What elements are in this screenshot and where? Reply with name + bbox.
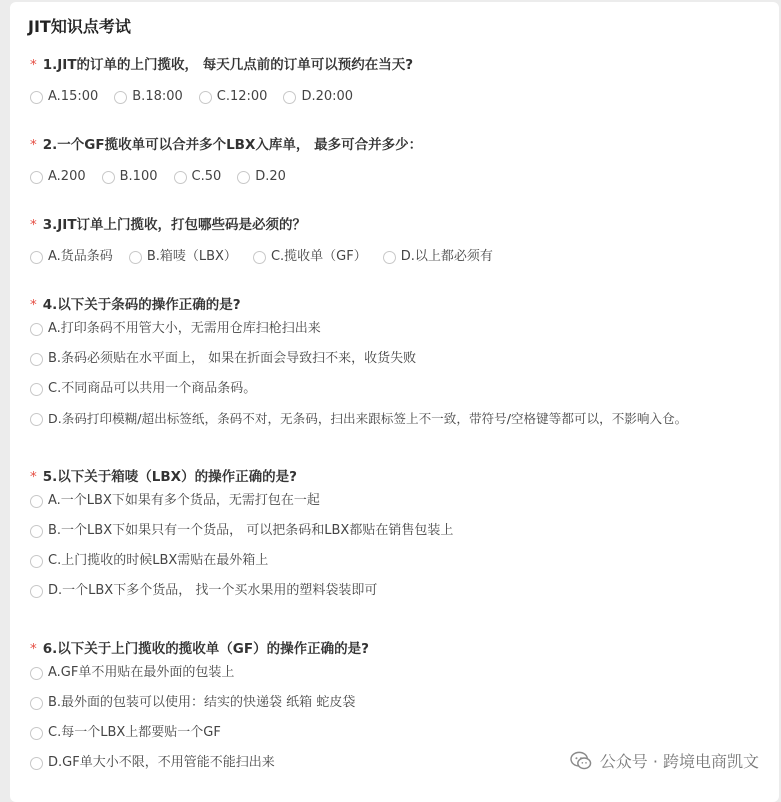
option-radio[interactable]: [30, 492, 771, 510]
question-1: [30, 56, 771, 106]
option-radio[interactable]: [114, 88, 183, 106]
option-radio[interactable]: [199, 88, 268, 106]
exam-card: [10, 2, 779, 802]
wechat-official-account-icon: [570, 751, 592, 771]
required-mark: *: [30, 57, 37, 73]
option-radio[interactable]: [30, 552, 771, 570]
option-label: D.以上都必须有: [401, 248, 493, 266]
radio-icon[interactable]: [30, 757, 43, 770]
option-label: D.20:00: [301, 88, 353, 106]
page-title: JIT知识点考试: [28, 14, 131, 37]
option-label: B.18:00: [132, 88, 183, 106]
option-radio[interactable]: [253, 248, 367, 266]
question-title: 6.以下关于上门揽收的揽收单（GF）的操作正确的是?: [43, 641, 369, 657]
radio-icon[interactable]: [30, 525, 43, 538]
radio-icon[interactable]: [30, 727, 43, 740]
radio-icon[interactable]: [174, 171, 187, 184]
option-radio[interactable]: [237, 168, 286, 186]
required-mark: *: [30, 217, 37, 233]
question-title: 2.一个GF揽收单可以合并多个LBX入库单， 最多可合并多少：: [43, 137, 422, 153]
required-mark: *: [30, 137, 37, 153]
option-radio[interactable]: [129, 248, 237, 266]
radio-icon[interactable]: [102, 171, 115, 184]
watermark: [570, 749, 759, 772]
required-mark: *: [30, 641, 37, 657]
option-radio[interactable]: [30, 168, 86, 186]
radio-icon[interactable]: [30, 91, 43, 104]
option-radio[interactable]: [30, 380, 771, 398]
radio-icon[interactable]: [114, 91, 127, 104]
option-radio[interactable]: [102, 168, 158, 186]
radio-icon[interactable]: [129, 251, 142, 264]
option-label: D.条码打印模糊/超出标签纸，条码不对，无条码，扫出来跟标签上不一致，带符号/空格键等都可以，不影响入仓。: [48, 410, 687, 428]
radio-icon[interactable]: [30, 585, 43, 598]
radio-icon[interactable]: [199, 91, 212, 104]
option-label: D.一个LBX下多个货品， 找一个买水果用的塑料袋装即可: [48, 582, 377, 600]
radio-icon[interactable]: [30, 555, 43, 568]
option-radio[interactable]: [283, 88, 353, 106]
question-5: [30, 468, 771, 600]
option-radio[interactable]: [30, 664, 771, 682]
option-label: B.箱唛（LBX）: [147, 248, 237, 266]
option-radio[interactable]: [30, 694, 771, 712]
option-radio[interactable]: [30, 350, 771, 368]
option-radio[interactable]: [30, 410, 771, 428]
option-label: D.GF单大小不限，不用管能不能扫出来: [48, 754, 275, 772]
radio-icon[interactable]: [30, 323, 43, 336]
option-label: C.揽收单（GF）: [271, 248, 367, 266]
radio-icon[interactable]: [30, 697, 43, 710]
option-radio[interactable]: [174, 168, 222, 186]
radio-icon[interactable]: [283, 91, 296, 104]
option-label: B.最外面的包装可以使用：结实的快递袋 纸箱 蛇皮袋: [48, 694, 355, 712]
radio-icon[interactable]: [30, 667, 43, 680]
watermark-text: 公众号 · 跨境电商凯文: [600, 749, 759, 772]
question-4: [30, 296, 771, 428]
option-radio[interactable]: [30, 88, 98, 106]
radio-icon[interactable]: [30, 353, 43, 366]
radio-icon[interactable]: [30, 413, 43, 426]
option-label: B.条码必须贴在水平面上， 如果在折面会导致扫不来，收货失败: [48, 350, 416, 368]
option-radio[interactable]: [30, 582, 771, 600]
option-label: C.不同商品可以共用一个商品条码。: [48, 380, 256, 398]
option-radio[interactable]: [30, 724, 771, 742]
radio-icon[interactable]: [30, 383, 43, 396]
question-2: [30, 136, 771, 186]
option-label: A.15:00: [48, 88, 98, 106]
option-label: C.每一个LBX上都要贴一个GF: [48, 724, 221, 742]
option-label: A.打印条码不用管大小，无需用仓库扫枪扫出来: [48, 320, 321, 338]
question-title: 5.以下关于箱唛（LBX）的操作正确的是?: [43, 469, 297, 485]
radio-icon[interactable]: [30, 171, 43, 184]
required-mark: *: [30, 297, 37, 313]
question-title: 4.以下关于条码的操作正确的是?: [43, 297, 241, 313]
option-label: A.200: [48, 168, 86, 186]
option-label: A.GF单不用贴在最外面的包装上: [48, 664, 234, 682]
radio-icon[interactable]: [253, 251, 266, 264]
option-label: C.上门揽收的时候LBX需贴在最外箱上: [48, 552, 268, 570]
option-radio[interactable]: [30, 522, 771, 540]
option-label: A.货品条码: [48, 248, 113, 266]
option-radio[interactable]: [383, 248, 493, 266]
required-mark: *: [30, 469, 37, 485]
question-3: [30, 216, 771, 266]
option-label: B.一个LBX下如果只有一个货品， 可以把条码和LBX都贴在销售包装上: [48, 522, 453, 540]
radio-icon[interactable]: [30, 495, 43, 508]
option-label: D.20: [255, 168, 286, 186]
option-label: C.12:00: [217, 88, 268, 106]
radio-icon[interactable]: [30, 251, 43, 264]
option-label: C.50: [192, 168, 222, 186]
option-label: A.一个LBX下如果有多个货品，无需打包在一起: [48, 492, 320, 510]
option-radio[interactable]: [30, 248, 113, 266]
radio-icon[interactable]: [237, 171, 250, 184]
question-title: 1.JIT的订单的上门揽收， 每天几点前的订单可以预约在当天?: [43, 57, 413, 73]
question-title: 3.JIT订单上门揽收，打包哪些码是必须的？: [43, 217, 306, 233]
option-label: B.100: [120, 168, 158, 186]
option-radio[interactable]: [30, 320, 771, 338]
radio-icon[interactable]: [383, 251, 396, 264]
